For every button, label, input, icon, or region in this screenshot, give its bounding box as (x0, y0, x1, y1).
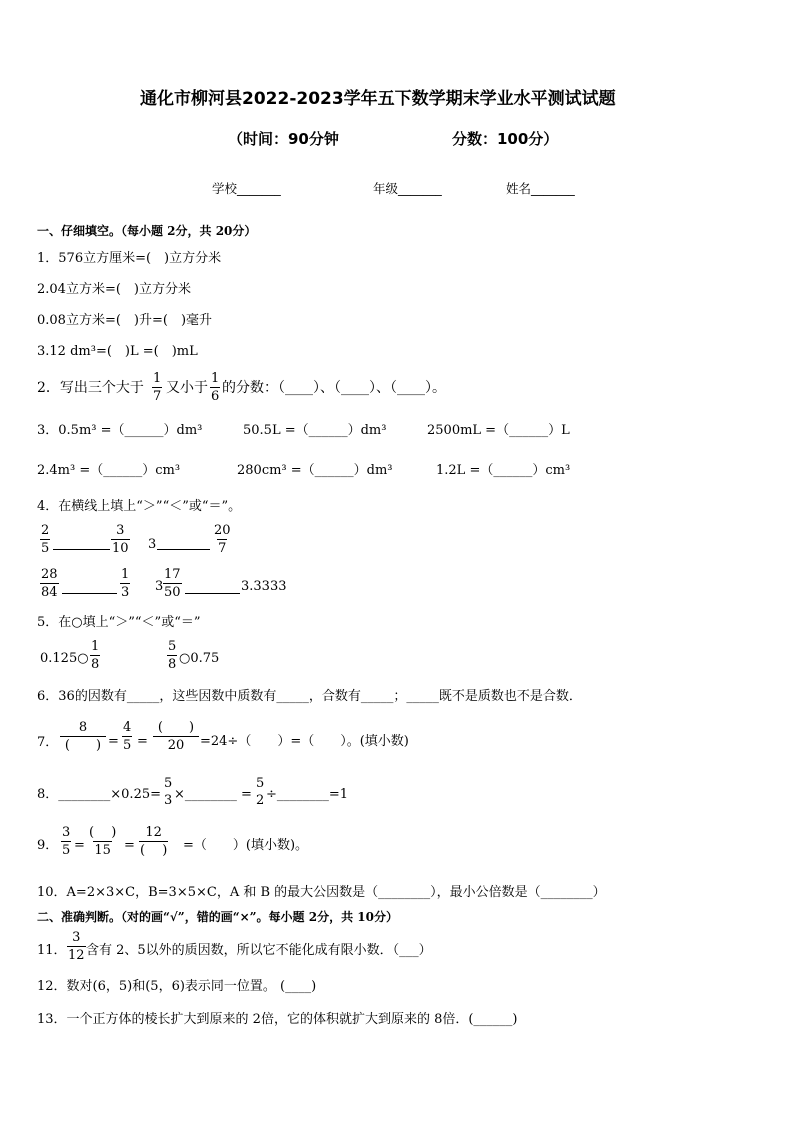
q6-text: 6．36的因数有_____，这些因数中质数有_____，合数有_____；_____既不是质数也不是合数． (37, 689, 582, 704)
q7-frac-a: 8 ( ) (60, 721, 106, 752)
q4-r1-int: 3 (148, 537, 157, 552)
q4-text: 4．在横线上填上“＞”“＜”或“＝”。 (37, 499, 242, 514)
q4-r2-frac-b: $\frac{1}{3}$ (121, 567, 130, 600)
q11-text: 含有 2、5以外的质因数，所以它不能化成有限小数．（___） (86, 943, 432, 958)
q3-a-1: 3．0.5m³ =（______）dm³ (37, 423, 203, 438)
q3-b-3: 1.2L =（______）cm³ (436, 463, 571, 478)
q9-eq-1: = (74, 838, 85, 853)
q8-mid: ×________ = (174, 787, 252, 802)
q9-tail: =（ ）(填小数)。 (183, 838, 309, 853)
q4-r1-frac-a: $\frac{2}{5}$ (41, 523, 50, 556)
q4-r2-int: 3 (155, 579, 164, 594)
q8-frac-2: 5 2 (256, 776, 265, 808)
q4-r1-blank-2[interactable] (157, 549, 210, 550)
q9-eq-2: = (124, 838, 135, 853)
q2-fraction-2: $\frac{1}{6}$ (211, 371, 220, 404)
section-heading-1: 一、仔细填空。（每小题 2分，共 20分） (37, 224, 257, 238)
q5-text: 5．在○填上“＞”“＜”或“＝” (37, 615, 201, 630)
q11-frac: $\frac{3}{12}$ (68, 930, 85, 963)
q1-line-3: 0.08立方米=( )升=( )毫升 (37, 313, 213, 328)
q4-r2-frac-a: $\frac{28}{84}$ (41, 567, 58, 600)
q3-a-2: 50.5L =（______）dm³ (243, 423, 387, 438)
q3-b-1: 2.4m³ =（______）cm³ (37, 463, 181, 478)
q9-frac-c: 12 ( ) (140, 825, 168, 858)
q7-frac-c: ( ) 20 (153, 721, 199, 752)
q5-frac-a: $\frac{1}{8}$ (91, 639, 100, 672)
q4-r2-decimal: 3.3333 (241, 579, 287, 594)
q4-r1-frac-d: $\frac{20}{7}$ (214, 523, 231, 556)
q3-b-2: 280cm³ =（______）dm³ (237, 463, 393, 478)
q11-num: 11． (37, 943, 67, 958)
q4-r2-frac-d: $\frac{17}{50}$ (164, 567, 181, 600)
q8-pre: 8．________×0.25= (37, 787, 162, 802)
section-heading-2: 二、准确判断。（对的画“√”，错的画“×”。每小题 2分，共 10分） (37, 910, 398, 924)
q8-post: ÷________=1 (266, 787, 349, 802)
q4-r1-frac-b: $\frac{3}{10}$ (112, 523, 129, 556)
q7-eq-2: = (137, 734, 148, 749)
q9-frac-b: ( ) 15 (89, 825, 117, 858)
score-label: 分数：100分） (452, 130, 559, 148)
q4-r2-blank-1[interactable] (62, 593, 117, 594)
q5-frac-b: $\frac{5}{8}$ (168, 639, 177, 672)
q7-num: 7． (37, 735, 59, 750)
q4-r1-blank-1[interactable] (53, 549, 110, 550)
q2-pre: 2．写出三个大于 (37, 380, 144, 396)
q9-frac-a: $\frac{3}{5}$ (62, 825, 71, 858)
q12-text: 12．数对(6，5)和(5，6)表示同一位置。 (____) (37, 979, 317, 994)
q5-a: 0.125○ (40, 651, 89, 666)
q7-tail: =24÷（ ）=（ ）。(填小数) (200, 734, 409, 749)
school-field[interactable]: 学校_______ (212, 181, 281, 196)
q5-b: ○0.75 (179, 651, 220, 666)
q1-line-4: 3.12 dm³=( )L =( )mL (37, 344, 198, 359)
q7-frac-b: $\frac{4}{5}$ (123, 720, 132, 753)
q13-text: 13．一个正方体的棱长扩大到原来的 2倍，它的体积就扩大到原来的 8倍．(______) (37, 1012, 518, 1027)
q10-text: 10．A=2×3×C，B=3×5×C，A 和 B 的最大公因数是（________），最小公倍数是（________） (37, 885, 606, 900)
q1-line-2: 2.04立方米=( )立方分米 (37, 282, 191, 297)
q7-eq-1: = (108, 734, 119, 749)
q9-num: 9． (37, 838, 59, 853)
q2-post: 的分数：（____）、（____）、（____）。 (222, 380, 446, 396)
page-title: 通化市柳河县2022-2023学年五下数学期末学业水平测试试题 (140, 89, 616, 109)
q1-line-1: 1．576立方厘米=( )立方分米 (37, 251, 222, 266)
q8-frac-1: 5 3 (164, 776, 173, 808)
grade-field[interactable]: 年级_______ (373, 181, 442, 196)
q4-r2-blank-2[interactable] (185, 593, 240, 594)
time-label: （时间：90分钟 (228, 130, 339, 148)
name-field[interactable]: 姓名_______ (506, 181, 575, 196)
q3-a-3: 2500mL =（______）L (427, 423, 570, 438)
q2-fraction-1: $\frac{1}{7}$ (153, 371, 162, 404)
q2-mid: 又小于 (166, 380, 208, 396)
